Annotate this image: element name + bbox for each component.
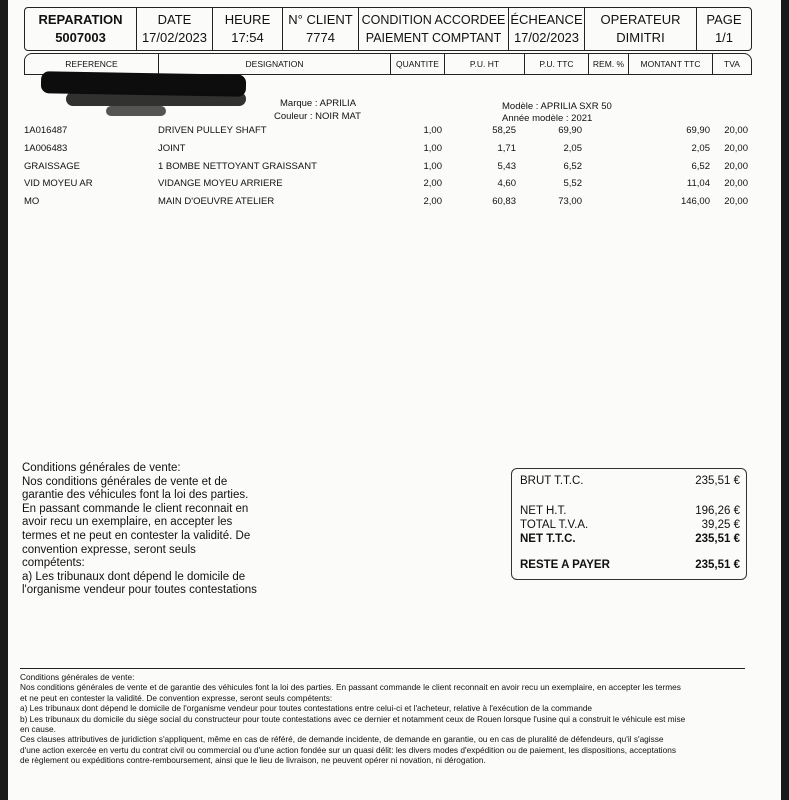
invoice-sheet [6, 0, 782, 800]
cell-pu-ttc: 73,00 [558, 196, 582, 207]
scan-edge-left [0, 0, 8, 800]
cell-reference: 1A016487 [24, 125, 68, 136]
reste-label: RESTE A PAYER [520, 559, 610, 571]
cell-quantite: 1,00 [423, 125, 442, 136]
net-ttc-label: NET T.T.C. [520, 533, 576, 545]
page-value: 1/1 [714, 30, 734, 45]
tva-label: TOTAL T.V.A. [520, 519, 589, 531]
cell-reference: 1A006483 [24, 143, 68, 154]
cell-designation: JOINT [158, 143, 186, 154]
col-quantite: QUANTITE [391, 54, 445, 74]
footer-line: Nos conditions générales de vente et de garantie des véhicules font la loi des parties. En passant commande le client reconnait en avoir recu un exemplaire, en accepter les termes [20, 682, 681, 693]
reparation-cell [25, 8, 137, 50]
operateur-label: OPERATEUR [600, 12, 681, 27]
net-ht-label: NET H.T. [520, 505, 567, 517]
cell-pu-ht: 58,25 [492, 125, 516, 136]
footer-conditions [20, 672, 745, 766]
vehicle-modele: Modèle : APRILIA SXR 50 [502, 101, 612, 112]
cell-montant-ttc: 146,00 [680, 196, 710, 207]
date-value: 17/02/2023 [141, 30, 208, 45]
net-ht-value: 196,26 € [695, 505, 740, 517]
date-label: DATE [157, 12, 192, 27]
footer-divider [20, 668, 745, 669]
total-tva [520, 519, 740, 533]
cell-reference: MO [24, 196, 40, 207]
client-label: N° CLIENT [288, 12, 353, 27]
date-cell [137, 8, 213, 50]
table-row [24, 196, 750, 212]
client-cell [283, 8, 359, 50]
conditions-title: Conditions générales de vente: [22, 462, 181, 474]
col-rem: REM. % [589, 54, 629, 74]
cell-montant-ttc: 6,52 [691, 161, 710, 172]
conditions-line: Nos conditions générales de vente et de [22, 475, 228, 488]
invoice-header [24, 7, 752, 51]
table-row [24, 178, 750, 194]
table-row [24, 161, 750, 177]
net-ttc-value: 235,51 € [695, 533, 740, 545]
cell-quantite: 2,00 [423, 178, 442, 189]
col-montant-ttc: MONTANT TTC [629, 54, 713, 74]
table-row [24, 125, 750, 141]
heure-label: HEURE [224, 12, 271, 27]
operateur-cell [585, 8, 697, 50]
cell-pu-ht: 1,71 [497, 143, 516, 154]
footer-line: d'une action exercée en vertu du contrat civil ou commercial ou d'une action fondée sur un quasi délit: les divers modes d'expédition ou de paiement, les dispositions, acceptations [20, 744, 676, 755]
cell-tva: 20,00 [724, 125, 748, 136]
col-pu-ttc: P.U. TTC [525, 54, 589, 74]
cell-tva: 20,00 [724, 161, 748, 172]
echeance-label: ÉCHEANCE [510, 12, 583, 27]
cell-tva: 20,00 [724, 178, 748, 189]
total-reste [520, 559, 740, 573]
col-pu-ht: P.U. HT [445, 54, 525, 74]
conditions-line: a) Les tribunaux dont dépend le domicile de [22, 570, 246, 583]
footer-line: b) Les tribunaux du domicile du siège social du constructeur pour toute contestations avec ce dernier et notamment ceux de Rouen lorsque l'usine qui a construit le véhicule est mise [20, 713, 686, 724]
brut-value: 235,51 € [695, 475, 740, 487]
condition-value: PAIEMENT COMPTANT [365, 31, 502, 45]
reparation-label: REPARATION [38, 12, 123, 27]
echeance-cell [509, 8, 585, 50]
cell-tva: 20,00 [724, 143, 748, 154]
cell-montant-ttc: 69,90 [686, 125, 710, 136]
cell-quantite: 2,00 [423, 196, 442, 207]
condition-label: CONDITION ACCORDEE [361, 13, 506, 27]
cell-designation: DRIVEN PULLEY SHAFT [158, 125, 267, 136]
vehicle-annee: Année modèle : 2021 [502, 113, 593, 124]
scan-edge-right [781, 0, 789, 800]
footer-line: en cause. [20, 724, 56, 735]
reste-value: 235,51 € [695, 559, 740, 571]
cell-pu-ttc: 6,52 [563, 161, 582, 172]
cell-designation: VIDANGE MOYEU ARRIERE [158, 178, 283, 189]
col-reference: REFERENCE [25, 54, 159, 74]
cell-pu-ttc: 5,52 [563, 178, 582, 189]
cell-tva: 20,00 [724, 196, 748, 207]
cell-reference: VID MOYEU AR [24, 178, 93, 189]
cell-pu-ht: 5,43 [497, 161, 516, 172]
page-label: PAGE [706, 12, 742, 27]
cell-quantite: 1,00 [423, 143, 442, 154]
client-value: 7774 [306, 30, 335, 45]
condition-cell [359, 8, 509, 50]
conditions-line: convention expresse, seront seuls [22, 543, 196, 556]
col-tva: TVA [724, 59, 740, 69]
vehicle-couleur: Couleur : NOIR MAT [274, 111, 361, 122]
table-row [24, 143, 750, 159]
total-brut [520, 475, 740, 489]
cell-designation: 1 BOMBE NETTOYANT GRAISSANT [158, 161, 317, 172]
cell-pu-ht: 60,83 [492, 196, 516, 207]
vehicle-marque: Marque : APRILIA [280, 98, 357, 109]
conditions-block [22, 462, 274, 598]
page-cell [697, 8, 751, 50]
cell-quantite: 1,00 [423, 161, 442, 172]
conditions-line: avoir recu un exemplaire, en accepter les [22, 516, 233, 529]
footer-line: et ne peut en contester la validité. De convention expresse, seront seuls compétents: [20, 692, 333, 703]
heure-cell [213, 8, 283, 50]
total-net-ttc [520, 533, 740, 547]
cell-pu-ttc: 2,05 [563, 143, 582, 154]
col-designation: DESIGNATION [159, 54, 391, 74]
redaction-mark [106, 106, 166, 116]
footer-line: de règlement ou expéditions contre-remboursement, ainsi que le lieu de livraison, ne peuvent opérer ni novation, ni dérogation. [20, 755, 486, 766]
cell-pu-ht: 4,60 [497, 178, 516, 189]
echeance-value: 17/02/2023 [513, 30, 580, 45]
operateur-value: DIMITRI [616, 30, 665, 45]
cell-montant-ttc: 11,04 [686, 178, 710, 189]
heure-value: 17:54 [231, 30, 264, 45]
footer-line: Conditions générales de vente: [20, 672, 135, 682]
footer-line: Ces clauses attributives de juridiction s'appliquent, même en cas de référé, de demande incidente, de demande en garantie, ou en cas de pluralité de défendeurs, qu'il s'agisse [20, 734, 664, 745]
cell-reference: GRAISSAGE [24, 161, 80, 172]
conditions-line: compétents: [22, 557, 85, 570]
column-header [24, 53, 752, 75]
totals-box [511, 468, 747, 580]
brut-label: BRUT T.T.C. [520, 475, 584, 487]
cell-pu-ttc: 69,90 [558, 125, 582, 136]
conditions-line: garantie des véhicules font la loi des parties. [22, 489, 249, 502]
cell-designation: MAIN D'OEUVRE ATELIER [158, 196, 275, 207]
conditions-line: l'organisme vendeur pour toutes contestations [22, 584, 257, 597]
footer-line: a) Les tribunaux dont dépend le domicile de l'organisme vendeur pour toutes contestations entre celui-ci et l'acheteur, relative à l'exécution de la commande [20, 703, 593, 714]
reparation-number: 5007003 [55, 30, 106, 45]
total-net-ht [520, 505, 740, 519]
cell-montant-ttc: 2,05 [691, 143, 710, 154]
conditions-line: termes et ne peut en contester la validité. De [22, 529, 251, 542]
conditions-line: En passant commande le client reconnait en [22, 502, 249, 515]
redaction-mark [66, 92, 246, 106]
tva-value: 39,25 € [701, 519, 740, 531]
